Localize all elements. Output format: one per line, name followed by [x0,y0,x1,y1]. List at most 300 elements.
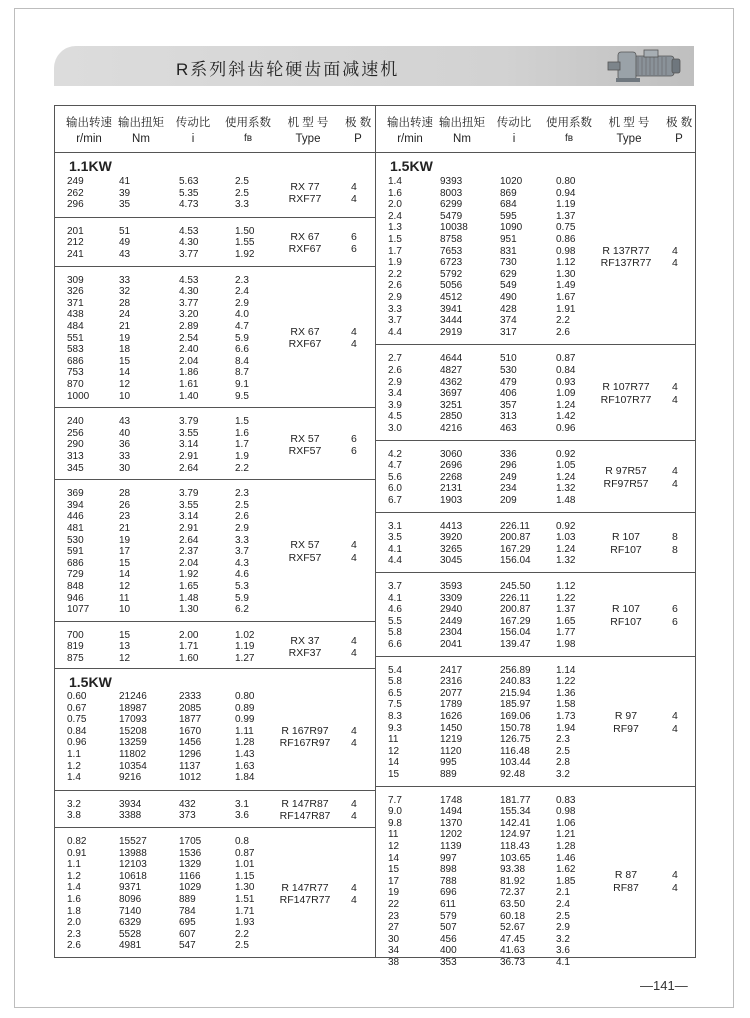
gear-ratio-cell: 156.04 [500,627,531,639]
output-torque-cell: 12 [119,378,131,390]
output-speed-cell: 15 [388,864,400,876]
service-factor-cell: 1.32 [556,483,576,495]
gear-ratio-cell: 1536 [179,847,202,859]
output-speed-cell: 27 [388,922,400,934]
gear-ratio-cell: 150.78 [500,722,531,734]
output-speed [388,176,402,338]
output-torque-cell: 15 [119,557,131,569]
model-group [55,176,375,211]
service-factor-cell: 1.71 [235,905,255,917]
output-torque-cell: 507 [440,922,457,934]
output-torque-cell: 17 [119,546,131,558]
service-factor-cell: 1.11 [235,725,254,737]
service-factor-cell: 0.87 [556,353,576,365]
service-factor-cell: 1.19 [235,641,255,653]
pole-count: 6 6 [672,603,678,628]
output-torque-cell: 30 [119,462,131,474]
output-speed-cell: 0.82 [67,836,87,847]
service-factor [556,449,575,507]
output-speed-cell: 2.4 [388,210,402,222]
gear-ratio-cell: 234 [500,483,517,495]
gear-ratio-cell: 730 [500,257,517,269]
output-speed-cell: 5.8 [388,676,402,688]
service-factor [556,581,575,651]
gear-ratio-cell: 1705 [179,836,202,847]
service-factor-cell: 2.6 [235,511,249,523]
output-torque-cell: 2850 [440,411,463,423]
gear-ratio-cell: 317 [500,326,517,338]
output-speed-cell: 3.4 [388,388,402,400]
service-factor-cell: 0.86 [556,233,576,245]
output-speed-cell: 4.4 [388,326,402,338]
service-factor-cell: 1.93 [235,917,255,929]
output-speed-cell: 3.3 [388,303,402,315]
output-torque-cell: 898 [440,864,457,876]
service-factor [235,836,254,952]
table-header-left [55,106,375,153]
gear-ratio-cell: 3.14 [179,439,199,451]
output-torque [119,416,130,474]
gear-ratio-cell: 185.97 [500,699,531,711]
output-torque-cell: 1626 [440,710,463,722]
output-torque-cell: 3593 [440,581,463,592]
service-factor [235,176,249,211]
gear-ratio-cell: 889 [179,893,196,905]
output-speed-cell: 345 [67,462,84,474]
output-speed-cell: 290 [67,439,84,451]
model-type: R 97R57 RF97R57 [603,465,649,490]
output-torque-cell: 14 [119,367,131,379]
gear-ratio-cell: 1329 [179,859,202,871]
service-factor-cell: 2.5 [556,745,570,757]
output-torque-cell: 7653 [440,245,463,257]
gear-ratio-cell: 1.65 [179,580,199,592]
header-label: 机 型 号 [608,117,650,129]
service-factor-cell: 4.7 [235,320,249,332]
gear-ratio-cell: 3.77 [179,297,199,309]
output-speed-cell: 446 [67,511,84,523]
gear-ratio-cell: 118.43 [500,840,530,852]
gear-ratio-cell: 374 [500,315,517,327]
power-section-title: 1.5KW [390,158,433,174]
output-speed-cell: 6.6 [388,638,402,650]
gear-ratio-cell: 167.29 [500,615,531,627]
service-factor-cell: 3.1 [235,798,249,810]
service-factor-cell: 2.9 [235,522,249,534]
model-group [55,217,375,261]
output-torque [119,799,141,822]
service-factor-cell: 2.5 [235,499,249,511]
output-speed-cell: 2.0 [388,199,402,211]
output-speed [67,836,86,952]
output-speed-cell: 4.2 [388,448,402,460]
gear-ratio-cell: 784 [179,905,196,917]
page-title: R系列斜齿轮硬齿面减速机 [176,60,400,79]
output-speed-cell: 11 [388,734,399,746]
gear-ratio-cell: 249 [500,471,517,483]
output-torque-cell: 5056 [440,280,463,292]
output-speed-cell: 3.8 [67,810,81,822]
model-group [376,512,696,567]
gear-ratio-cell: 2.00 [179,629,199,641]
output-torque-cell: 995 [440,757,457,769]
output-torque-cell: 33 [119,274,131,286]
service-factor-cell: 2.5 [235,940,249,952]
output-torque-cell: 11 [119,592,130,604]
output-torque-cell: 1120 [440,745,462,757]
output-speed-cell: 3.9 [388,399,402,411]
output-speed-cell: 1.1 [67,748,81,760]
service-factor-cell: 3.6 [556,945,570,957]
output-speed [67,630,84,665]
output-torque-cell: 21 [119,320,131,332]
output-torque-cell: 2304 [440,627,463,639]
output-speed-cell: 1.6 [67,893,81,905]
service-factor-cell: 2.6 [556,326,570,338]
output-torque-cell: 400 [440,945,457,957]
output-torque-cell: 2131 [440,483,463,495]
output-torque [440,795,462,969]
header-label: 使用系数 [546,117,592,129]
service-factor-cell: 1.30 [556,268,576,280]
output-speed-cell: 4.6 [388,604,402,616]
header-label: 输出转速 [387,117,433,129]
output-speed-cell: 256 [67,427,84,439]
service-factor [556,795,575,969]
table-header-right [376,106,696,153]
header-label: 使用系数 [225,117,271,129]
output-torque-cell: 1789 [440,699,463,711]
service-factor-cell: 5.9 [235,592,249,604]
model-group [55,827,375,952]
header-unit: fʙ [564,133,574,144]
gear-ratio [179,416,198,474]
gear-ratio-cell: 81.92 [500,875,526,887]
service-factor-cell: 1.19 [556,199,576,211]
service-factor [235,691,254,784]
output-speed-cell: 1.5 [388,233,402,245]
gear-ratio [500,521,531,567]
service-factor-cell: 0.92 [556,520,576,532]
output-speed-cell: 848 [67,580,84,592]
gear-ratio-cell: 4.30 [179,286,199,298]
gear-ratio-cell: 1029 [179,882,202,894]
model-type: RX 57 RXF57 [288,432,322,458]
gear-ratio [500,449,517,507]
service-factor-cell: 1.28 [556,840,576,852]
service-factor-cell: 2.5 [556,910,570,922]
gear-ratio-cell: 479 [500,376,517,388]
gear-ratio-cell: 831 [500,245,517,257]
output-speed-cell: 1077 [67,604,90,616]
output-torque-cell: 23 [119,511,131,523]
gear-ratio-cell: 1.92 [179,569,199,581]
output-torque-cell: 997 [440,852,457,864]
service-factor-cell: 4.3 [235,557,249,569]
pole-count: 4 4 [351,539,357,564]
output-speed-cell: 7.7 [388,794,402,806]
output-speed-cell: 5.4 [388,664,402,676]
service-factor-cell: 1.67 [556,291,576,303]
output-speed-cell: 2.9 [388,291,402,303]
output-speed-cell: 9.3 [388,722,402,734]
output-torque-cell: 41 [119,176,131,187]
output-speed-cell: 201 [67,225,84,237]
output-torque-cell: 8096 [119,893,142,905]
output-speed-cell: 2.2 [388,268,402,280]
output-torque-cell: 36 [119,439,131,451]
output-torque-cell: 7140 [119,905,142,917]
output-torque-cell: 26 [119,499,131,511]
header-unit: r/min [76,133,102,145]
gear-ratio-cell: 1.48 [179,592,199,604]
service-factor [235,799,249,822]
output-speed-cell: 4.5 [388,411,402,423]
output-speed-cell: 369 [67,488,84,500]
output-speed-cell: 551 [67,332,84,344]
output-speed-cell: 14 [388,852,400,864]
header-label: 输出扭矩 [439,117,485,129]
gear-ratio-cell: 684 [500,199,517,211]
output-torque-cell: 15527 [119,836,147,847]
service-factor-cell: 6.6 [235,344,249,356]
gear-ratio [179,630,198,665]
output-torque-cell: 18 [119,344,131,356]
gear-ratio [179,275,198,403]
gear-ratio-cell: 695 [179,917,196,929]
output-speed-cell: 17 [388,875,400,887]
output-speed-cell: 7.5 [388,699,402,711]
gear-ratio-cell: 63.50 [500,898,526,910]
gear-ratio-cell: 167.29 [500,543,531,555]
service-factor-cell: 2.5 [235,176,249,187]
output-torque-cell: 6329 [119,917,142,929]
service-factor-cell: 1.63 [235,760,255,772]
output-torque-cell: 611 [440,898,456,910]
gear-ratio-cell: 2.91 [179,450,199,462]
output-torque-cell: 4362 [440,376,463,388]
gear-ratio-cell: 373 [179,810,196,822]
gear-ratio-cell: 2.64 [179,534,199,546]
service-factor-cell: 1.14 [556,664,576,676]
output-torque-cell: 1748 [440,794,463,806]
gear-ratio-cell: 1.71 [179,641,199,653]
service-factor-cell: 1.27 [235,652,255,664]
output-torque-cell: 4413 [440,520,463,532]
gear-ratio-cell: 2.64 [179,462,199,474]
gear-ratio-cell: 93.38 [500,864,526,876]
service-factor-cell: 2.9 [556,922,570,934]
gear-ratio-cell: 3.55 [179,499,199,511]
gear-ratio-cell: 951 [500,233,517,245]
output-torque-cell: 10618 [119,870,147,882]
pole-count: 4 4 [351,325,357,351]
output-torque [440,353,462,434]
output-speed-cell: 1.7 [388,245,402,257]
output-speed-cell: 22 [388,898,400,910]
output-speed [67,799,81,822]
spec-table [54,105,696,968]
service-factor-cell: 0.80 [235,691,255,702]
output-torque-cell: 43 [119,248,131,260]
output-speed-cell: 530 [67,534,84,546]
service-factor-cell: 0.99 [235,714,255,726]
gear-ratio-cell: 549 [500,280,517,292]
gear-ratio-cell: 92.48 [500,768,526,780]
output-speed [388,353,402,434]
header-unit: Type [616,133,642,145]
pole-count: 6 6 [351,432,357,458]
output-speed-cell: 30 [388,933,400,945]
output-torque-cell: 456 [440,933,457,945]
output-speed-cell: 3.2 [67,798,81,810]
gear-ratio-cell: 1.30 [179,604,199,616]
output-speed-cell: 819 [67,641,84,653]
output-speed-cell: 1.9 [388,257,402,269]
output-torque-cell: 12 [119,652,131,664]
output-torque-cell: 4644 [440,353,463,365]
output-speed-cell: 5.6 [388,471,402,483]
output-torque-cell: 33 [119,450,131,462]
output-speed-cell: 3.0 [388,422,402,434]
output-speed-cell: 2.6 [67,940,81,952]
output-torque [119,836,147,952]
output-torque-cell: 35 [119,199,131,211]
service-factor-cell: 2.8 [556,757,570,769]
service-factor [235,416,249,474]
output-speed-cell: 9.0 [388,806,402,818]
output-torque-cell: 18987 [119,702,147,714]
output-torque [119,275,130,403]
gear-ratio-cell: 2.54 [179,332,199,344]
output-speed-cell: 2.6 [388,364,402,376]
output-speed-cell: 686 [67,355,84,367]
output-torque-cell: 6299 [440,199,463,211]
header-label: 传动比 [175,117,211,129]
output-speed-cell: 1.2 [67,760,81,772]
service-factor-cell: 0.75 [556,222,576,234]
header-label: 输出转速 [66,117,112,129]
gear-ratio-cell: 3.77 [179,248,199,260]
service-factor-cell: 5.3 [235,580,249,592]
output-speed [67,416,84,474]
output-torque [119,488,130,616]
gear-ratio-cell: 2.04 [179,355,199,367]
model-group [376,176,696,338]
gear-ratio-cell: 155.34 [500,806,531,818]
service-factor-cell: 3.7 [235,546,249,558]
output-speed-cell: 1000 [67,390,90,402]
pole-count: 8 8 [672,531,678,556]
output-torque-cell: 3060 [440,448,463,460]
output-speed [67,488,89,616]
pole-count: 4 4 [672,381,678,406]
output-speed-cell: 870 [67,378,84,390]
service-factor-cell: 1.12 [556,257,576,269]
output-torque [440,581,462,651]
service-factor-cell: 2.2 [235,462,249,474]
service-factor-cell: 0.93 [556,376,576,388]
gear-ratio-cell: 124.97 [500,829,531,841]
gear-ratio-cell: 629 [500,268,517,280]
service-factor-cell: 1.01 [235,859,255,871]
service-factor [235,275,249,403]
output-speed-cell: 262 [67,187,84,199]
gear-ratio-cell: 510 [500,353,517,365]
service-factor-cell: 1.49 [556,280,576,292]
output-torque-cell: 39 [119,187,131,199]
gear-ratio-cell: 4.73 [179,199,199,211]
gear-ratio [179,488,198,616]
output-speed-cell: 1.6 [388,187,402,199]
output-speed-cell: 23 [388,910,400,922]
service-factor [235,226,254,261]
output-speed-cell: 38 [388,956,400,968]
output-speed-cell: 6.0 [388,483,402,495]
output-speed-cell: 0.96 [67,737,87,749]
output-speed-cell: 3.7 [388,315,402,327]
output-torque-cell: 2919 [440,326,463,338]
output-speed-cell: 313 [67,450,84,462]
output-speed-cell: 0.60 [67,691,87,702]
service-factor-cell: 1.51 [235,893,255,905]
output-torque-cell: 5792 [440,268,463,280]
header-unit: i [512,133,516,145]
service-factor-cell: 2.3 [235,488,249,500]
output-torque-cell: 9393 [440,176,463,187]
service-factor-cell: 1.65 [556,615,576,627]
output-torque-cell: 696 [440,887,457,899]
gear-ratio-cell: 169.06 [500,710,531,722]
output-torque-cell: 15 [119,355,131,367]
pole-count: 4 4 [351,724,357,750]
gear-ratio-cell: 3.14 [179,511,199,523]
output-torque [440,521,462,567]
output-torque-cell: 10 [119,390,131,402]
service-factor-cell: 1.92 [235,248,255,260]
output-torque-cell: 4216 [440,422,463,434]
output-torque-cell: 15208 [119,725,147,737]
title-banner [54,46,694,86]
service-factor-cell: 0.98 [556,245,576,257]
output-speed-cell: 0.91 [67,847,87,859]
left-column [55,106,375,957]
gear-ratio-cell: 313 [500,411,517,423]
gear-ratio-cell: 156.04 [500,555,531,567]
header-label: 机 型 号 [287,117,329,129]
gear-ratio-cell: 1456 [179,737,202,749]
output-torque-cell: 4512 [440,291,463,303]
gear-ratio [500,581,531,651]
pole-count: 4 4 [351,634,357,660]
gear-motor-illustration [604,44,684,86]
gear-ratio [500,353,517,434]
gear-ratio-cell: 607 [179,928,196,940]
output-torque-cell: 1370 [440,817,463,829]
model-type: R 107R77 RF107R77 [600,381,652,406]
model-group [55,266,375,403]
output-torque-cell: 1139 [440,840,462,852]
output-speed-cell: 700 [67,629,84,641]
service-factor-cell: 0.83 [556,794,576,806]
service-factor-cell: 1.09 [556,388,576,400]
gear-ratio-cell: 3.55 [179,427,199,439]
service-factor [556,353,575,434]
output-speed-cell: 1.3 [388,222,402,234]
gear-ratio-cell: 52.67 [500,922,526,934]
service-factor-cell: 0.84 [556,364,576,376]
output-torque-cell: 5528 [119,928,142,940]
